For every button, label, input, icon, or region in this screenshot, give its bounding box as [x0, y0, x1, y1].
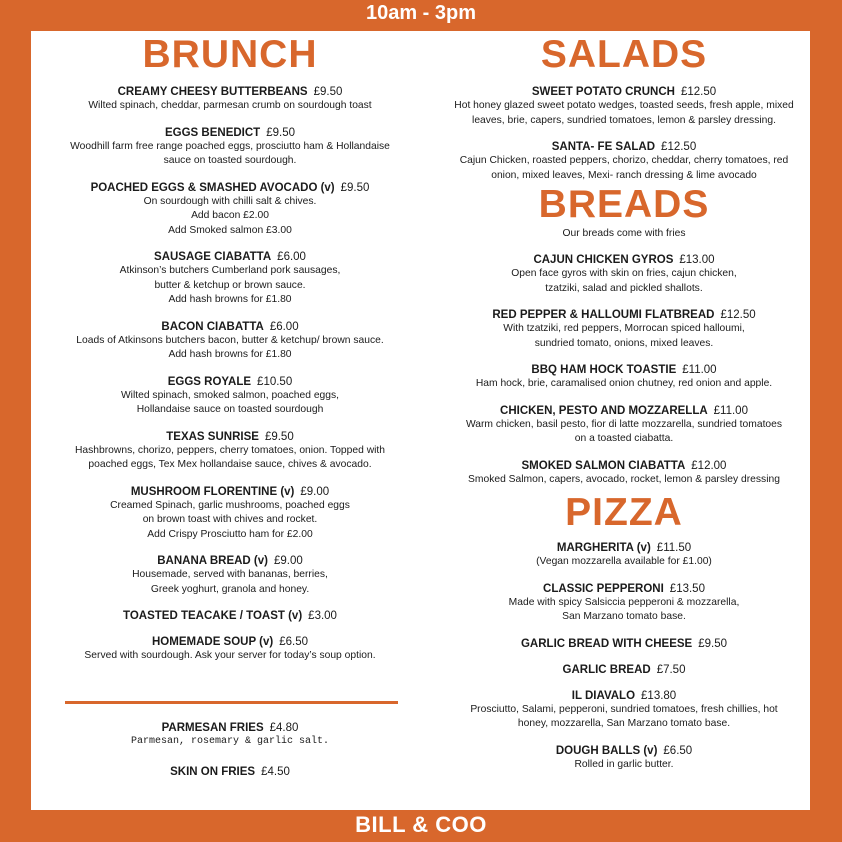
menu-item-heading: [31, 721, 429, 735]
menu-item-heading: [31, 126, 429, 140]
menu-item-description: on brown toast with chives and rocket.: [142, 514, 318, 525]
menu-item-price: £12.50: [680, 86, 717, 98]
menu-item-price: £7.50: [656, 663, 686, 676]
menu-item: [31, 721, 429, 750]
menu-item-name: SAUSAGE CIABATTA: [154, 251, 272, 263]
menu-item-description: On sourdough with chilli salt & chives.: [143, 195, 317, 207]
menu-item-name: CLASSIC PEPPERONI: [543, 582, 664, 595]
menu-item-description: leaves, brie, capers, sundried tomatoes, lemon & parsley dressing.: [472, 114, 776, 126]
left-column: [31, 31, 429, 664]
menu-item-price: £6.50: [663, 744, 693, 757]
menu-item-description: on a toasted ciabatta.: [574, 433, 674, 444]
menu-item: [31, 430, 429, 473]
menu-item-description: Add hash browns for £1.80: [168, 349, 292, 360]
menu-item-heading: [31, 765, 429, 779]
menu-item-heading: [31, 250, 429, 264]
menu-item-description: Atkinson’s butchers Cumberland pork sausages,: [119, 265, 341, 276]
menu-item-price: £11.00: [713, 404, 748, 417]
menu-item-name: GARLIC BREAD: [562, 663, 651, 676]
menu-item-description: Rolled in garlic butter.: [574, 758, 674, 770]
menu-item-price: £13.80: [641, 689, 677, 702]
breads-note: Our breads come with fries: [562, 228, 686, 239]
menu-item: [31, 609, 429, 623]
menu-item-description: Parmesan, rosemary & garlic salt.: [130, 736, 330, 747]
menu-item: [438, 404, 810, 447]
menu-item-name: BBQ HAM HOCK TOASTIE: [531, 364, 677, 376]
menu-item-price: £6.50: [279, 636, 308, 648]
menu-item-description: Warm chicken, basil pesto, fior di latte mozzarella, sundried tomatoes: [465, 418, 783, 430]
menu-item-heading: [31, 430, 429, 444]
menu-item-heading: [438, 404, 810, 418]
salads-list: [438, 85, 810, 183]
menu-item-description: Greek yoghurt, granola and honey.: [150, 583, 310, 595]
sides-list: [31, 721, 429, 779]
menu-item-name: SMOKED SALMON CIABATTA: [521, 459, 686, 472]
menu-item: [31, 320, 429, 363]
menu-item: [438, 689, 810, 732]
menu-item-price: £11.00: [682, 364, 717, 376]
menu-item: [438, 663, 810, 677]
menu-item-description: (Vegan mozzarella available for £1.00): [536, 556, 712, 567]
hours-banner: 10am - 3pm: [365, 2, 477, 24]
breads-title: BREADS: [538, 183, 710, 226]
menu-item-price: £6.00: [269, 320, 299, 333]
menu-item-heading: [31, 85, 429, 99]
menu-item-price: £4.80: [269, 722, 299, 734]
menu-item-name: SKIN ON FRIES: [170, 765, 256, 778]
menu-item-description: Add Crispy Prosciutto ham for £2.00: [147, 528, 313, 540]
menu-item-heading: [438, 744, 810, 758]
menu-item-name: CREAMY CHEESY BUTTERBEANS: [117, 86, 308, 98]
menu-item-description: Open face gyros with skin on fries, cajun chicken,: [511, 268, 737, 279]
right-column: [438, 31, 810, 772]
menu-item: [31, 635, 429, 664]
menu-item-description: butter & ketchup or brown sauce.: [154, 279, 306, 291]
menu-item: [31, 181, 429, 239]
menu-item-name: SWEET POTATO CRUNCH: [531, 86, 675, 98]
menu-item: [31, 126, 429, 169]
menu-item-heading: [438, 689, 810, 703]
breads-list: [438, 253, 810, 487]
menu-item-description: Prosciutto, Salami, pepperoni, sundried tomatoes, fresh chillies, hot: [470, 703, 778, 715]
salads-title: SALADS: [540, 33, 708, 76]
menu-item: [31, 250, 429, 308]
menu-item-heading: [31, 375, 429, 389]
menu-item-description: Hashbrowns, chorizo, peppers, cherry tomatoes, onion. Topped with: [74, 444, 386, 456]
menu-item-price: £13.00: [679, 254, 715, 266]
menu-item-description: San Marzano tomato base.: [562, 611, 686, 622]
menu-item-price: £12.50: [661, 141, 697, 153]
menu-item-name: POACHED EGGS & SMASHED AVOCADO (v): [90, 181, 335, 194]
menu-item-description: Woodhill farm free range poached eggs, prosciutto ham & Hollandaise: [70, 140, 390, 152]
menu-item: [438, 582, 810, 625]
menu-item-heading: [438, 541, 810, 555]
menu-item: [438, 85, 810, 128]
menu-item-price: £9.00: [273, 555, 303, 567]
menu-item-name: HOMEMADE SOUP (v): [152, 636, 274, 648]
menu-item-description: With tzatziki, red peppers, Morrocan spiced halloumi,: [503, 323, 745, 334]
sides-column: [31, 721, 429, 779]
menu-item-description: Cajun Chicken, roasted peppers, chorizo, cheddar, cherry tomatoes, red: [459, 155, 789, 166]
menu-item-name: BANANA BREAD (v): [157, 555, 268, 567]
brunch-list: [31, 85, 429, 664]
brunch-title: BRUNCH: [142, 33, 318, 76]
menu-item-price: £9.50: [340, 181, 370, 194]
menu-item-description: onion, mixed leaves, Mexi- ranch dressing & lime avocado: [491, 169, 757, 181]
menu-item-description: sauce on toasted sourdough.: [163, 155, 297, 166]
menu-item-name: RED PEPPER & HALLOUMI FLATBREAD: [492, 309, 715, 321]
menu-item: [438, 308, 810, 351]
divider: [65, 701, 398, 704]
menu-item-heading: [438, 363, 810, 377]
menu-item-description: honey, mozzarella, San Marzano tomato base.: [517, 718, 731, 729]
menu-item: [438, 744, 810, 773]
menu-item-description: Add Smoked salmon £3.00: [168, 224, 292, 236]
menu-item: [438, 140, 810, 183]
menu-item: [31, 554, 429, 597]
menu-item-name: SANTA- FE SALAD: [551, 141, 656, 153]
menu-item-price: £13.50: [669, 582, 705, 595]
menu-item-price: £9.50: [264, 430, 294, 443]
menu-item-description: poached eggs, Tex Mex hollandaise sauce, chives & avocado.: [88, 459, 372, 470]
menu-item-name: EGGS ROYALE: [167, 375, 252, 388]
menu-item-heading: [438, 253, 810, 267]
menu-item-description: Served with sourdough. Ask your server for today’s soup option.: [84, 650, 376, 661]
menu-item-name: TOASTED TEACAKE / TOAST (v): [123, 610, 303, 622]
menu-item-name: EGGS BENEDICT: [165, 126, 261, 139]
menu-item-name: CAJUN CHICKEN GYROS: [533, 254, 674, 266]
menu-item-price: £4.50: [261, 765, 290, 778]
menu-item: [438, 363, 810, 392]
menu-item-description: Ham hock, brie, caramalised onion chutney, red onion and apple.: [475, 378, 773, 389]
menu-item: [31, 375, 429, 418]
menu-item-heading: [31, 320, 429, 334]
menu-item: [438, 541, 810, 570]
menu-item-description: Loads of Atkinsons butchers bacon, butter & ketchup/ brown sauce.: [76, 334, 384, 346]
menu-item-name: MARGHERITA (v): [556, 542, 651, 554]
menu-item-heading: [31, 635, 429, 649]
menu-item-description: Add bacon £2.00: [191, 210, 269, 221]
pizza-list: [438, 541, 810, 772]
menu-item: [31, 485, 429, 543]
menu-item-name: TEXAS SUNRISE: [166, 430, 259, 443]
restaurant-name: BILL & COO: [355, 812, 487, 837]
menu-item-heading: [438, 308, 810, 322]
menu-item: [438, 459, 810, 488]
menu-item-description: Wilted spinach, smoked salmon, poached eggs,: [120, 389, 340, 401]
menu-item-price: £6.00: [277, 251, 306, 263]
menu-item-price: £9.00: [300, 485, 330, 498]
menu-item-heading: [31, 181, 429, 195]
menu-item-description: Hollandaise sauce on toasted sourdough: [136, 404, 324, 415]
pizza-title: PIZZA: [565, 491, 683, 534]
menu-item-heading: [31, 609, 429, 623]
menu-item-price: £9.50: [266, 126, 295, 139]
menu-item-price: £10.50: [257, 375, 293, 388]
menu-item-price: £11.50: [656, 542, 692, 554]
menu-item-description: Hot honey glazed sweet potato wedges, toasted seeds, fresh apple, mixed: [454, 100, 794, 111]
menu-item-price: £9.50: [313, 86, 343, 98]
menu-item-name: DOUGH BALLS (v): [555, 744, 658, 757]
menu-item-name: IL DIAVALO: [571, 689, 636, 702]
menu-item: [438, 637, 810, 651]
menu-item-name: MUSHROOM FLORENTINE (v): [130, 485, 295, 498]
menu-item-name: CHICKEN, PESTO AND MOZZARELLA: [500, 404, 708, 417]
menu-item-name: PARMESAN FRIES: [161, 722, 264, 734]
menu-item-price: £9.50: [698, 637, 727, 650]
menu-item-heading: [31, 485, 429, 499]
menu-item-price: £12.50: [720, 309, 756, 321]
menu-item-heading: [438, 85, 810, 99]
menu-item-name: BACON CIABATTA: [161, 320, 264, 333]
menu-item: [31, 765, 429, 779]
menu-item-price: £12.00: [691, 459, 727, 472]
menu-item-heading: [438, 582, 810, 596]
menu-item-description: sundried tomato, onions, mixed leaves.: [534, 337, 714, 349]
menu-item: [438, 253, 810, 296]
menu-panel: [31, 31, 810, 810]
menu-item-heading: [438, 637, 810, 651]
menu-item-heading: [438, 459, 810, 473]
menu-item-heading: [31, 554, 429, 568]
menu-item: [31, 85, 429, 114]
menu-item-heading: [438, 140, 810, 154]
menu-item-description: Made with spicy Salsiccia pepperoni & mozzarella,: [508, 596, 740, 608]
menu-item-name: GARLIC BREAD WITH CHEESE: [520, 637, 693, 650]
menu-item-description: Add hash browns for £1.80: [168, 294, 292, 305]
menu-item-description: Creamed Spinach, garlic mushrooms, poached eggs: [110, 499, 350, 511]
menu-item-heading: [438, 663, 810, 677]
menu-item-description: Wilted spinach, cheddar, parmesan crumb on sourdough toast: [88, 100, 372, 111]
menu-item-description: tzatziki, salad and pickled shallots.: [545, 282, 703, 294]
menu-item-price: £3.00: [308, 610, 337, 622]
menu-item-description: Smoked Salmon, capers, avocado, rocket, lemon & parsley dressing: [468, 473, 780, 485]
menu-item-description: Housemade, served with bananas, berries,: [132, 569, 328, 580]
